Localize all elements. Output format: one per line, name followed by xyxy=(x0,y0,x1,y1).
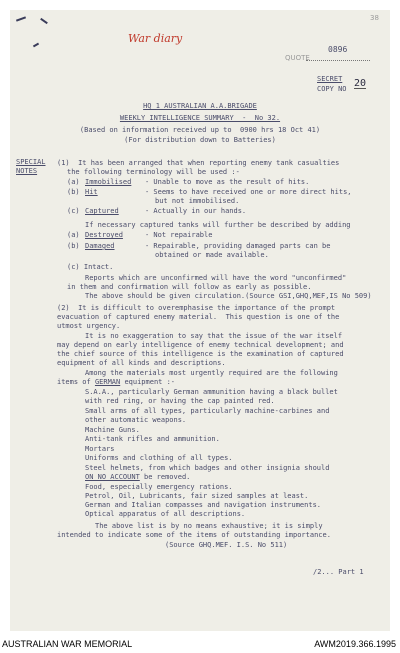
list-item: Machine Guns. xyxy=(85,426,140,434)
list-item: Mortars xyxy=(85,445,115,453)
body-line: It is no exaggeration to say that the issue of the war itself xyxy=(85,332,343,340)
list-item: Petrol, Oil, Lubricants, fair sized samples at least. xyxy=(85,492,309,500)
body-line: (Source GHQ.MEF. I.S. No 511) xyxy=(165,541,288,549)
term-key: (c) Intact. xyxy=(67,263,114,271)
quota-label: QUOTE xyxy=(285,54,310,62)
list-item: Uniforms and clothing of all types. xyxy=(85,454,233,462)
heading-subtitle: (Based on information received up to 0900 hrs 18 Oct 41) xyxy=(79,126,321,134)
footer-source: AUSTRALIAN WAR MEMORIAL xyxy=(2,639,133,649)
body-line: items of GERMAN equipment :- xyxy=(57,378,176,386)
term-desc: - Repairable, providing damaged parts can be xyxy=(145,242,331,250)
copy-no: 20 xyxy=(354,78,367,89)
list-item: Optical apparatus of all descriptions. xyxy=(85,510,246,518)
body-line: (1) It has been arranged that when reporting enemy tank casualties xyxy=(57,159,340,167)
page-continuation: /2... Part 1 xyxy=(313,568,364,576)
body-line: The above list is by no means exhaustive; it is simply xyxy=(95,522,323,530)
serial-number: 0896 xyxy=(328,45,348,54)
body-line: The above should be given circulation.(Source GSI,GHQ,MEF,IS No 509) xyxy=(85,292,372,300)
body-line: may depend on early intelligence of enemy technical development; and xyxy=(57,341,344,349)
term-key: (b) xyxy=(67,242,80,250)
term-key: (a) xyxy=(67,178,80,186)
term-desc: obtained or made available. xyxy=(155,251,269,259)
term-word: Hit xyxy=(85,188,98,196)
body-line: the following terminology will be used :- xyxy=(67,168,240,176)
margin-label: SPECIAL xyxy=(16,158,46,166)
list-item: other automatic weapons. xyxy=(85,416,187,424)
list-item: ON NO ACCOUNT be removed. xyxy=(85,473,191,481)
body-line: equipment of all kinds and descriptions. xyxy=(57,359,226,367)
term-word: Destroyed xyxy=(85,231,123,239)
handwritten-title: War diary xyxy=(128,32,183,45)
term-desc: - Actually in our hands. xyxy=(145,207,247,215)
body-line: (2) It is difficult to overemphasise the importance of the prompt xyxy=(57,304,336,312)
body-line: evacuation of captured enemy material. This question is one of the xyxy=(57,313,340,321)
term-desc: - Unable to move as the result of hits. xyxy=(145,178,310,186)
body-line: Reports which are unconfirmed will have the word "unconfirmed" xyxy=(85,274,347,282)
copy-no-label: COPY NO xyxy=(317,85,347,93)
list-item: Food, especially emergency rations. xyxy=(85,483,233,491)
term-desc: but not immobilised. xyxy=(155,197,240,205)
term-word: Immobilised xyxy=(85,178,132,186)
quota-line xyxy=(306,60,370,61)
term-word: Captured xyxy=(85,207,119,215)
body-line: the chief source of this intelligence is the examination of captured xyxy=(57,350,344,358)
body-line: Among the materials most urgently required are the following xyxy=(85,369,338,377)
heading-unit: HQ 1 AUSTRALIAN A.A.BRIGADE xyxy=(143,102,257,110)
heading-title: WEEKLY INTELLIGENCE SUMMARY - No 32. xyxy=(119,114,281,122)
term-word: Damaged xyxy=(85,242,115,250)
margin-label: NOTES xyxy=(16,167,38,175)
footer-accession: AWM2019.366.1995 xyxy=(314,639,396,649)
secret-label: SECRET xyxy=(317,75,343,83)
footer-bar xyxy=(0,635,400,653)
list-item: with red ring, or having the cap painted red. xyxy=(85,397,275,405)
term-key: (b) xyxy=(67,188,80,196)
body-line: If necessary captured tanks will further be described by adding xyxy=(85,221,351,229)
list-item: Steel helmets, from which badges and other insignia should xyxy=(85,464,330,472)
page-number: 38 xyxy=(370,14,379,22)
term-desc: - Not repairable xyxy=(145,231,213,239)
list-item: German and Italian compasses and navigation instruments. xyxy=(85,501,322,509)
term-key: (c) xyxy=(67,207,80,215)
list-item: Anti-tank rifles and ammunition. xyxy=(85,435,220,443)
term-desc: - Seems to have received one or more direct hits, xyxy=(145,188,352,196)
term-key: (a) xyxy=(67,231,80,239)
list-item: S.A.A., particularly German ammunition having a black bullet xyxy=(85,388,338,396)
body-line: intended to indicate some of the items of outstanding importance. xyxy=(57,531,331,539)
list-item: Small arms of all types, particularly machine-carbines and xyxy=(85,407,330,415)
body-line: utmost urgency. xyxy=(57,322,121,330)
body-line: in them and confirmation will follow as early as possible. xyxy=(67,283,312,291)
heading-subtitle: (For distribution down to Batteries) xyxy=(124,136,276,144)
